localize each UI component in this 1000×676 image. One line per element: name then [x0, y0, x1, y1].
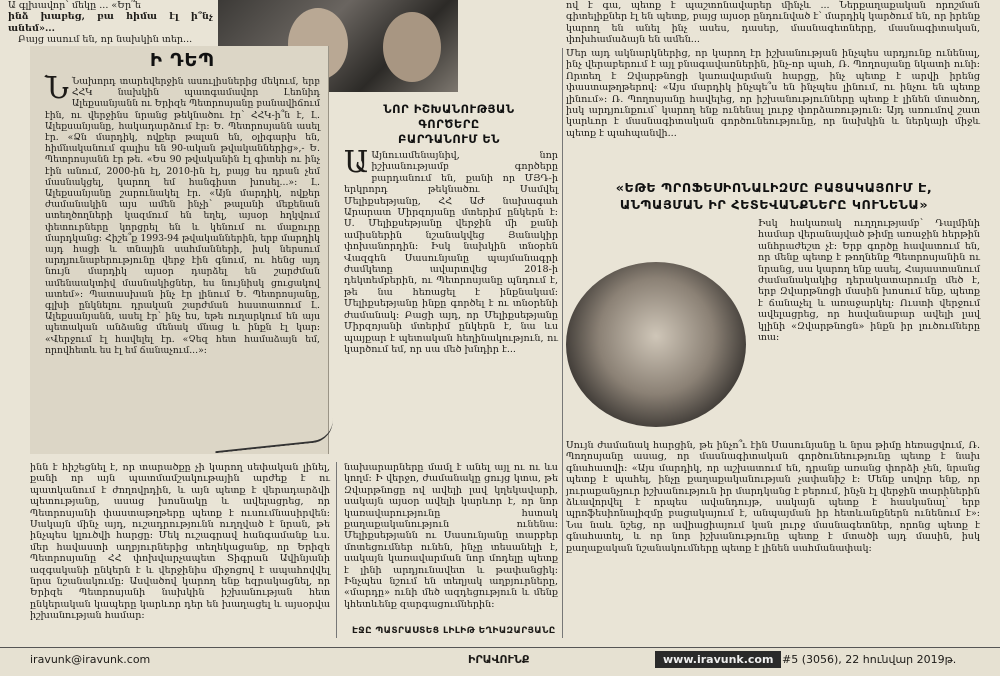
sidebar-body: Նախորդ տարեվերջին ասուլիսներից մեկում, երբ ՀՀԿ նախկին պատգամավոր Լեոնիդ Ալեքսանյանն ու Երիզե Պետրոսյանը բանավիճում էին, ու վերջինս նրանց թեկնածու էր՝ ՀՀԿ-ի՞ն է, Լ. Ալեքսանյանը, հակադարձում էր: Ե. Պետրոսյանն ասել էր. «Ձն մարդիկ, ովքեր թալան են, օլիգարխ են, հիմնականում գալիս են 90-ական թվականներից»,- Ե. Պետրոսյանն էր թե. «Ես 90 թվականին էլ գիտեի ու ինչ էին անում, 2000-ին էլ, 2010-ին էլ, բայց ես դրան չեմ մասնակցել, կարող եմ հանգիստ խոսել...»: Լ. Ալեքսանյանը շարունակել էր. «Այն մարդիկ, ովքեր ժամանակին այս ամեն ինչի՝ թալանի մեքենան ստեղծողների կազմում են եղել, այսօր հղկվում փետուրները կորցրել են և կենում ու մաքուրը մարդկանց: Հիշե՞ք 1993-94 թվականներին, երբ մարդիկ այդ հացի և տնային սահմանների, իսկ ներսում արդյունաբերությունը վերջ էին գնում, ու հենց այդ նույն մարդիկ այսօր դարձել են շարժման ամենաակտիվ մասնակիցներ, ես նույնիսկ ցուցակով ատեմ»: Պատասխան ինչ էր լինում Ե. Պետրոսյանը, գլխի ընկնելու դրական շարժման հաստատում Լ. Ալեքսանյանն, ասել էր՝ ինչ ես, եթե ուղարկում են այս պետական անձանց մենակ մնաց և ինքն էլ կար: «Վերջում էլ հավելել էր. «Չեզ հետ համաձայն եմ, որովհետև ես էլ եմ ճանաչում...»: [45, 76, 320, 356]
center-headline [340, 102, 558, 147]
center-headline-line-1: ՆՈՐ ԻՇԽԱՆՈՒԹՅԱՆ [383, 102, 515, 116]
center-body: Այնուամենայնիվ, նոր իշխանությամբ գործերը բարդանում են, քանի որ ՄՅԴ-ի երկրորդ թեկնածու Սամվել Մելիքսեթյանը, ՀՀ ԱԺ նախագահ Արարատ Միրզոյանը մտերիմ ընկերն է: Ս. Մելիքսեթյանը վերջին մի քանի ամիսներին նշանակվեց Յանակիր փոխանորդին: Իսկ նախկին տնօրեն Վազգեն Սասունյանը պայմանագրի ժամկետը ավարտվեց 2018-ի դեկտեմբերին, ու Պետրոսյանը պնդում է, թե նա հեռացել է ինքնակամ: Մելիքսեթյանը ինքը գործել է ու տնօրենի ժամանակ: Բացի այդ, որ Մելիքսեթյանը Միրզոյանի մտերիմ ընկերն է, նա ևս պայքար է պետական հեղինակություն, ու կարծում եմ, որ սա մեծ խնդիր է... [344, 150, 558, 355]
page-footer [0, 647, 1000, 676]
sidebar-dropcap: Ն [45, 71, 69, 106]
sidebar-text [45, 71, 320, 446]
bottom-left-text: ինն է հիշեցնել է, որ տարածքը չի կարող սեփական լինել, քանի որ այն պատմամշակութային արժեք է ու պատկանում է ժողովրդին, և այն պետք է վերադարձվի պետությանը, ասաց խոսնակը և ավելացրեց, որ Պետրոսյանի փաստաթղթերը պետք է ուսումնասիրվեն: Սակայն մինչ այդ, ուշադրությունն ուղղված է նրան, թե ինչպես կլուծվի հարցը: Մեկ ուշագրավ հանգամանք ևս. մեր հավաստի աղբյուրներից տեղեկացանք, որ Երիզե Պետրոսյանը ՀՀ փոխվարչապետ Տիգրան Ավինյանի ազգականի ընկերն է և վերջինիս միջոցով է ապահովվել նրա նշանակումը: Ասվածով կարող ենք եզրակացնել, որ Երիզե Պետրոսյանի նախկին իշխանության հետ ընկերական կապերը կարևոր դեր են խաղացել և այսօրվա իշխանության համար: [30, 462, 330, 622]
right-headline-line-2: ԱՆՊԱՅՄԱՆ ԻՐ ՀԵՏԵՎԱՆՔՆԵՐԸ ԿՈՒՆԵՆԱ» [619, 198, 929, 213]
right-mid-text: Իսկ հակառակ ուղղությամբ՝ Դալմինի համար վերանայված թիմը առաջին հերթին անհրաժեշտ չէ: Երբ գործը հավատում են, որ մենք պետք է թողնենք Պետրոսյանին ու նրանց, սա կարող ենք ասել, Հայաստանում ժամանակակից դերակատարումը մեծ է, երբ Զվարթնոցի մասին խոսում ենք, պետք է ճանաչել և առաջարկել: Ուստի վերջում ավելացրեց, որ հավանաբար ավելի լավ կլինի «Զվարթնոցն» ինքն իր լուծումները տա: [758, 218, 980, 344]
sidebar-title: Ի ԴԵՊ [150, 50, 216, 71]
photo-face-right [383, 12, 441, 82]
center-byline: ԷՋԸ ՊԱՏՐԱՍՏԵՑ ԼԻԼԻԹ ԵՂԻԱԶԱՐՅԱՆԸ [352, 626, 556, 636]
footer-paper-name: ԻՐԱՎՈՒՆՔ [468, 653, 530, 666]
right-headline [568, 180, 980, 214]
center-headline-line-2: ԳՈՐԾԵՐԸ [418, 117, 480, 131]
top-left-line-2: ինձ խաբեց, բա հիմա էլ ի՞նչ անեմ»... [8, 11, 213, 34]
column-rule-left [336, 462, 337, 638]
top-left-text [8, 0, 213, 46]
bottom-center-text: նախարարները մամլ է անել այլ ու ու ևս կողմ: Ի վերջո, ժամանակը ցույց կտա, թե Զվարթնոցը ով ավելի լավ կղեկավարի, սակայն այսօր ավելի կարևոր է, որ նոր կառավարությունը հստակ քաղաքականություն ունենա: Մելիքսեթյանն ու Սասունյանը տարբեր մոտեցումներ ունեն, ինչը տեսանելի է, սակայն կառավարման նոր մոդելը պետք է լինի արդյունավետ և թափանցիկ: Ինչպես նշում են տեղյակ աղբյուրները, «մարդը» ունի մեծ ազդեցություն և մենք կհետևենք զարգացումներին: [344, 462, 558, 610]
right-headline-line-1: «ԵԹԵ ՊՐՈՖԵՍԻՈՆԱԼԻԶՄԸ ԲԱՑԱԿԱՅՈՒՄ Է, [615, 181, 933, 196]
footer-issue: #5 (3056), 22 հունվար 2019թ. [782, 653, 957, 666]
interviewee-portrait [566, 262, 746, 427]
center-dropcap: Ա [344, 145, 369, 180]
center-headline-line-3: ԲԱՐԴԱՆՈՒՄ ԵՆ [398, 132, 500, 146]
center-column-text [344, 145, 558, 444]
column-rule-center [562, 48, 563, 638]
footer-email[interactable]: iravunk@iravunk.com [30, 653, 151, 666]
right-upper-text: Մեր այդ ակնարկներից, որ կարող էր իշխանության ինչպես արդյունք ունենալ, ինչ վերաբերում է այլ բնագավառներին, ինչ-որ պահ, Ռ. Պողոսյանը նկատի ունի: Որտեղ է Զվարթնոցի կառավարման հարցը, ինչ պետք է արվի իրենց փաստաթղթերով: «Այս մարդիկ ինչպե՞ս են ինչպես լինում, ու ինչու են պետք լինում»: Ռ. Պողոսյանը հավելեց, որ իշխանությունները պետք է լինեն մտածող, իսկ արդյունքում՝ կարող ենք ունենալ լուրջ փորձառություն: Այդ առումով շատ կարևոր է մասնագիտական գործունեությունը, որ նախկին և ներկայի միջև պետք է պահպանվի... [566, 48, 980, 139]
footer-website[interactable]: www.iravunk.com [655, 651, 781, 668]
top-left-line-3: Բայց ասում են, որ նախկին տեր... [18, 34, 193, 46]
right-lower-text: Սույն ժամանակ հարցին, թե ինչո՞ւ էին Սասունյանը և նրա թիմը հեռացվում, Ռ. Պողոսյանը ասաց, որ մասնագիտական գործունեությունը պետք է նախ գնահատվի: «Այս մարդիկ, որ աշխատում են, դրանք առանց փորձի չեն, նրանց պետք է պահել, ինչը քաղաքականության չափանիշ է: Մենք սովոր ենք, որ յուրաքանչյուր իշխանություն իր մարդկանց է բերում, ինչն էլ վերջին տարիներին ձևավորվել է որպես ավանդույթ, սակայն պետք է հասկանալ՝ երբ պրոֆեսիոնալիզմը բացակայում է, անպայման իր հետևանքներն ունենում է»: Նա նաև նշեց, որ ավիացիայում կան լուրջ մասնագետներ, որոնց պետք է գնահատել, և որ նոր իշխանությունը պետք է մտածի այդ մասին, իսկ քաղաքական նշանակումները պետք է լինեն սահմանափակ: [566, 440, 980, 554]
top-left-line-1: Ա գլխավոր՝ մեկը ... «Եր՞ե [8, 0, 141, 11]
top-right-text: ով է գա, պետք է պաշտոնավարեր մինչև ... Ներքաղաքական որոշման գիտելիքներ էլ են պետք, բայց այսօր ընդունված է՝ մարդիկ կարծում են, որ իրենք կարող են անել ինչ ասես, դասեր, մասնագետները, մասնագիտական, փոխհամաձայն են ամեն... [566, 0, 980, 46]
